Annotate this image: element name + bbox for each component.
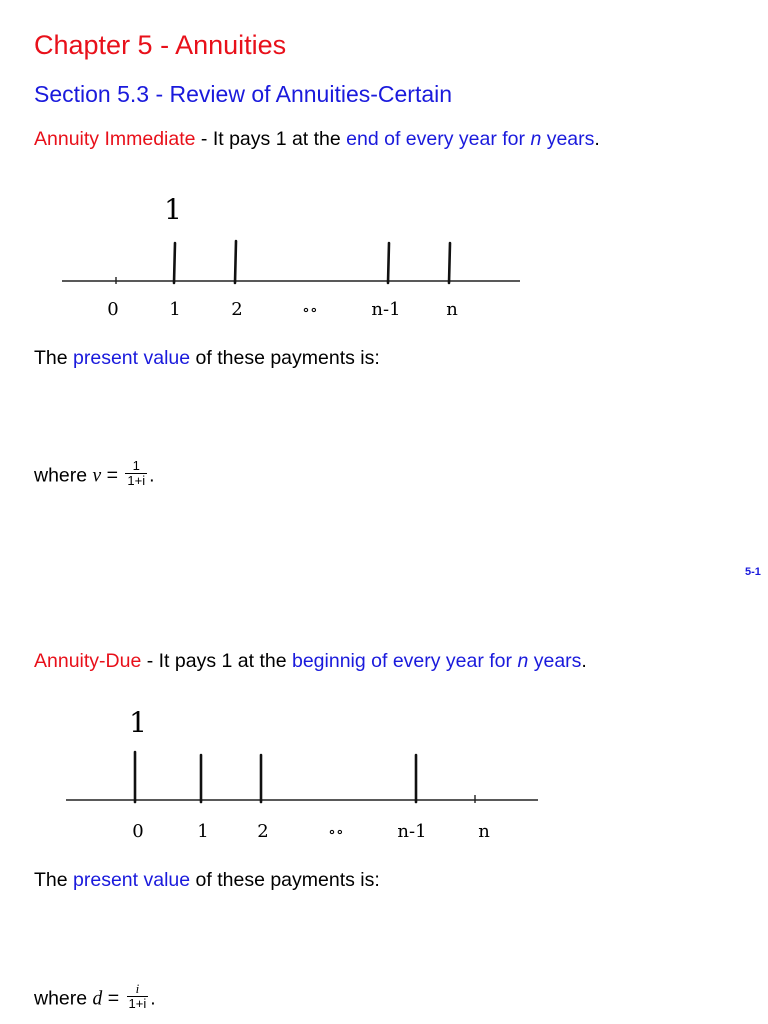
where-pre: where	[34, 987, 93, 1010]
payment-mark-1	[174, 243, 175, 283]
pv-pre: The	[34, 869, 74, 891]
definition-text: - It pays 1 at the	[195, 128, 347, 150]
tick-label-ellipsis: ∘∘	[328, 822, 344, 841]
fraction-numerator: 1	[125, 459, 147, 474]
payment-mark-n	[449, 243, 450, 283]
chapter-title: Chapter 5 - Annuities	[34, 30, 287, 60]
definition-highlight	[346, 128, 594, 150]
definition-text: - It pays 1 at the	[141, 650, 292, 672]
pv-post: of these payments is:	[190, 869, 380, 891]
equals: =	[101, 464, 124, 487]
annuity-due-definition	[34, 650, 587, 673]
period: .	[581, 650, 587, 672]
highlight-part-a: end of every year for	[346, 128, 531, 150]
page-number: 5-1	[745, 566, 761, 578]
tick-label-ellipsis: ∘∘	[302, 300, 318, 319]
tick-label-n: n	[446, 299, 458, 320]
where-pre: where	[34, 464, 93, 487]
where-nu-definition	[34, 458, 155, 491]
term-annuity-immediate: Annuity Immediate	[34, 128, 196, 150]
pv-pre: The	[34, 347, 74, 369]
var-n: n	[517, 650, 529, 672]
highlight-part-b: years	[528, 650, 582, 672]
period: .	[149, 464, 155, 487]
term-annuity-due: Annuity-Due	[34, 650, 142, 672]
tick-label-1: 1	[197, 821, 209, 842]
var-nu: ν	[92, 465, 102, 487]
definition-highlight	[292, 650, 581, 672]
pv-post: of these payments is:	[190, 347, 380, 369]
tick-label-n-1: n-1	[371, 299, 401, 320]
payment-mark-2	[235, 241, 236, 283]
payment-label: 1	[164, 193, 182, 226]
highlight-part-a: beginnig of every year for	[291, 650, 518, 672]
tick-label-n: n	[478, 821, 490, 842]
period: .	[594, 128, 600, 150]
fraction-numerator: i	[127, 982, 149, 997]
tick-label-0: 0	[132, 821, 144, 842]
tick-label-2: 2	[257, 821, 269, 842]
annuity-due-timeline	[0, 700, 768, 850]
tick-label-n-1: n-1	[397, 821, 427, 842]
tick-label-1: 1	[169, 299, 181, 320]
pv-highlight: present value	[73, 347, 191, 369]
var-d: d	[92, 988, 103, 1010]
highlight-part-b: years	[541, 128, 595, 150]
present-value-sentence-1	[34, 347, 380, 370]
tick-label-2: 2	[231, 299, 243, 320]
section-title: Section 5.3 - Review of Annuities-Certain	[34, 81, 453, 107]
pv-highlight: present value	[73, 869, 191, 891]
where-d-definition	[34, 981, 156, 1014]
var-n: n	[530, 128, 542, 150]
payment-mark-n-1	[388, 243, 389, 283]
annuity-immediate-timeline	[0, 185, 768, 325]
payment-label: 1	[129, 706, 147, 739]
fraction-d	[127, 982, 149, 1011]
annuity-immediate-definition	[34, 128, 600, 151]
tick-label-0: 0	[107, 299, 119, 320]
fraction-denominator: 1+i	[128, 996, 147, 1011]
present-value-sentence-2	[34, 869, 380, 892]
equals: =	[102, 987, 125, 1010]
period: .	[150, 987, 156, 1010]
fraction-nu	[125, 459, 147, 488]
fraction-denominator: 1+i	[127, 473, 146, 488]
